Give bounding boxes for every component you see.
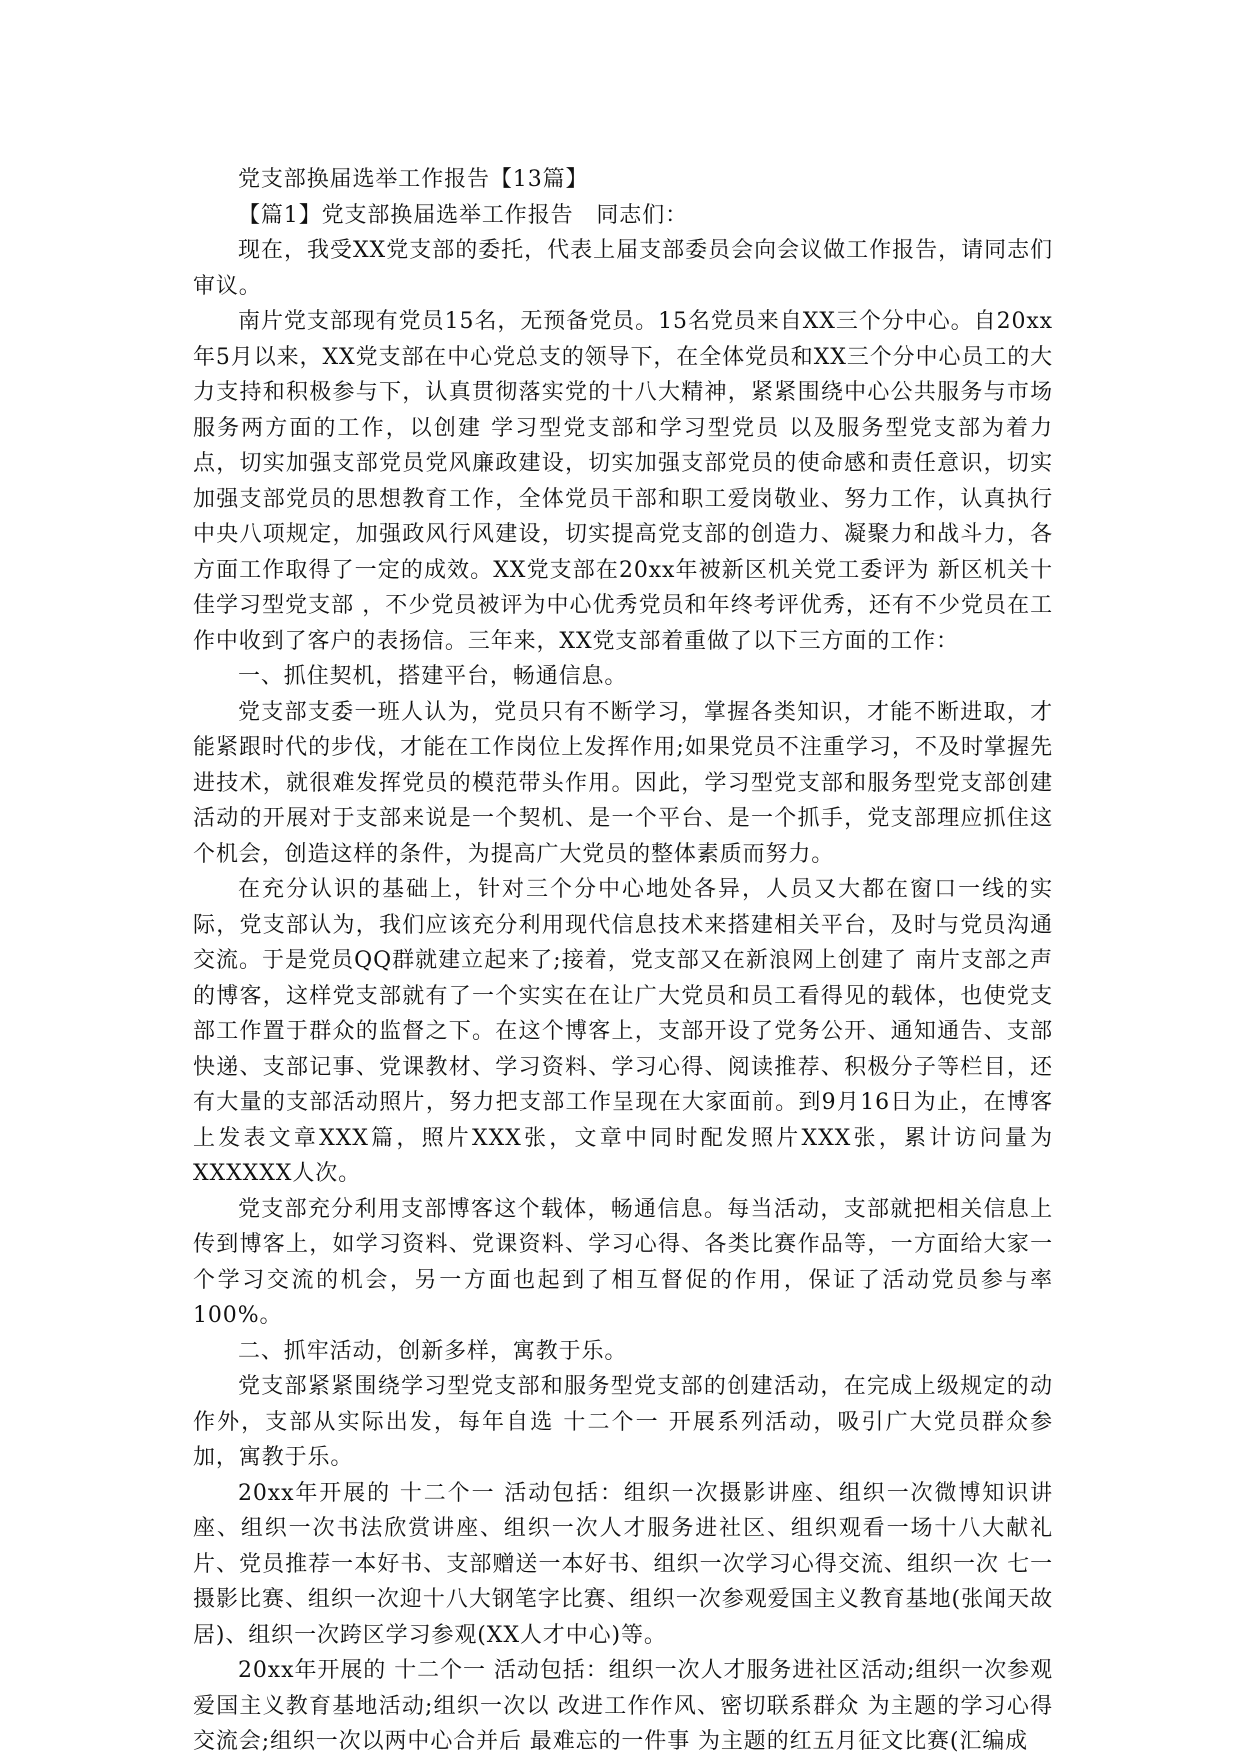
section-heading: 一、抓住契机，搭建平台，畅通信息。 — [238, 664, 628, 689]
paragraph: 党支部紧紧围绕学习型党支部和服务型党支部的创建活动，在完成上级规定的动作外，支部从实际出发，每年自选 十二个一 开展系列活动，吸引广大党员群众参加，寓教于乐。 — [193, 1374, 1053, 1470]
document-title: 党支部换届选举工作报告【13篇】 — [238, 167, 589, 192]
paragraph: 20xx年开展的 十二个一 活动包括：组织一次人才服务进社区活动;组织一次参观爱国主义教育基地活动;组织一次以 改进工作作风、密切联系群众 为主题的学习心得交流会;组织一次以两中心合并后 最难忘的一件事 为主题的红五月征文比赛(汇编成 — [193, 1658, 1053, 1754]
section-heading: 二、抓牢活动，创新多样，寓教于乐。 — [238, 1338, 628, 1364]
paragraph: 20xx年开展的 十二个一 活动包括：组织一次摄影讲座、组织一次微博知识讲座、组织一次书法欣赏讲座、组织一次人才服务进社区、组织观看一场十八大献礼片、党员推荐一本好书、支部赠送一本好书、组织一次学习心得交流、组织一次 七一 摄影比赛、组织一次迎十八大钢笔字比赛、组织一次参观爱国主义教育基地(张闻天故居)、组织一次跨区学习参观(XX人才中心)等。 — [193, 1480, 1053, 1648]
paragraph: 现在，我受XX党支部的委托，代表上届支部委员会向会议做工作报告，请同志们审议。 — [193, 238, 1053, 299]
paragraph: 在充分认识的基础上，针对三个分中心地处各异，人员又大都在窗口一线的实际，党支部认为，我们应该充分利用现代信息技术来搭建相关平台，及时与党员沟通交流。于是党员QQ群就建立起来了;接着，党支部又在新浪网上创建了 南片支部之声 的博客，这样党支部就有了一个实实在在让广大党员和员工看得见的载体，也使党支部工作置于群众的监督之下。在这个博客上，支部开设了党务公开、通知通告、支部快递、支部记事、党课教材、学习资料、学习心得、阅读推荐、积极分子等栏目，还有大量的支部活动照片，努力把支部工作呈现在大家面前。到9月16日为止，在博客上发表文章XXX篇，照片XXX张，文章中同时配发照片XXX张，累计访问量为XXXXXX人次。 — [193, 877, 1053, 1186]
paragraph: 党支部充分利用支部博客这个载体，畅通信息。每当活动，支部就把相关信息上传到博客上，如学习资料、党课资料、学习心得、各类比赛作品等，一方面给大家一个学习交流的机会，另一方面也起到了相互督促的作用，保证了活动党员参与率100%。 — [193, 1196, 1053, 1328]
paragraph: 党支部支委一班人认为，党员只有不断学习，掌握各类知识，才能不断进取，才能紧跟时代的步伐，才能在工作岗位上发挥作用;如果党员不注重学习，不及时掌握先进技术，就很难发挥党员的模范带头作用。因此，学习型党支部和服务型党支部创建活动的开展对于支部来说是一个契机、是一个平台、是一个抓手，党支部理应抓住这个机会，创造这样的条件，为提高广大党员的整体素质而努力。 — [193, 699, 1053, 867]
paragraph: 南片党支部现有党员15名，无预备党员。15名党员来自XX三个分中心。自20xx年5月以来，XX党支部在中心党总支的领导下，在全体党员和XX三个分中心员工的大力支持和积极参与下，认真贯彻落实党的十八大精神，紧紧围绕中心公共服务与市场服务两方面的工作，以创建 学习型党支部和学习型党员 以及服务型党支部为着力点，切实加强支部党员党风廉政建设，切实加强支部党员的使命感和责任意识，切实加强支部党员的思想教育工作，全体党员干部和职工爱岗敬业、努力工作，认真执行中央八项规定，加强政风行风建设，切实提高党支部的创造力、凝聚力和战斗力，各方面工作取得了一定的成效。XX党支部在20xx年被新区机关党工委评为 新区机关十佳学习型党支部 ，不少党员被评为中心优秀党员和年终考评优秀，还有不少党员在工作中收到了客户的表扬信。三年来，XX党支部着重做了以下三方面的工作： — [193, 309, 1053, 654]
document-body — [193, 162, 1053, 1760]
document-heading: 【篇1】党支部换届选举工作报告 同志们： — [238, 202, 688, 228]
